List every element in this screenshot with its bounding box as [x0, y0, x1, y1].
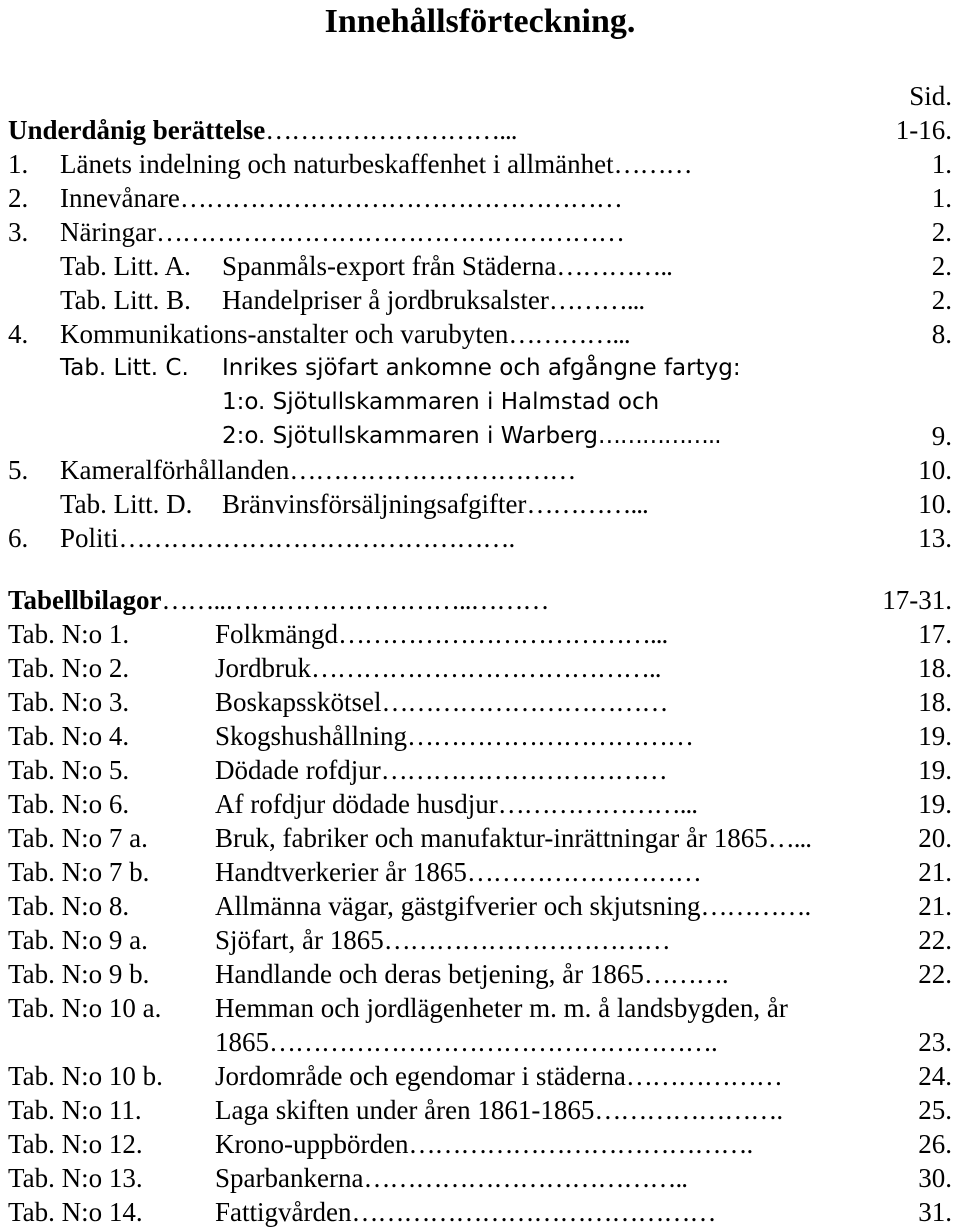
- toc-entry: [0, 283, 960, 317]
- toc-leader-dots: …………………………………………….: [269, 1027, 717, 1057]
- toc-leader-dots: ………………………………..: [363, 1163, 687, 1193]
- toc-leader-dots: ………………: [625, 1061, 782, 1091]
- toc-entry-page: 17-31.: [882, 585, 952, 615]
- toc-entry: [0, 181, 960, 215]
- toc-entry-label: Tabellbilagor: [8, 585, 162, 615]
- toc-leader-dots: …………...: [526, 489, 648, 519]
- toc-entry: [0, 1093, 960, 1127]
- toc-entry: [0, 889, 960, 923]
- toc-entry-page: 22.: [918, 959, 952, 989]
- toc-entry-label: Fattigvården: [215, 1197, 352, 1227]
- toc-entry-page: 2.: [931, 285, 952, 315]
- toc-entry: [0, 991, 960, 1025]
- toc-entry-label: Dödade rofdjur: [215, 755, 381, 785]
- toc-entry-title: [215, 787, 697, 821]
- toc-entry-number: Tab. N:o 7 b.: [8, 857, 150, 887]
- toc-entry: [0, 147, 960, 181]
- toc-leader-dots: …...: [767, 823, 812, 853]
- toc-entry-number: Tab. N:o 6.: [8, 789, 130, 819]
- toc-entry-title: [215, 889, 810, 923]
- toc-entry-number: 6.: [8, 523, 29, 553]
- toc-entry-label: Inrikes sjöfart ankomne och afgångne fartyg:: [222, 355, 741, 381]
- toc-entry-title: [215, 719, 693, 753]
- toc-leader-dots: ……………..: [597, 423, 721, 449]
- toc-entry-title: [8, 113, 516, 147]
- toc-leader-dots: ……………………………………………: [179, 183, 622, 213]
- toc-entry-number: Tab. N:o 4.: [8, 721, 130, 751]
- toc-entry-number: Tab. N:o 5.: [8, 755, 130, 785]
- toc-entry-title: [60, 215, 624, 249]
- toc-entry-title: [222, 385, 659, 419]
- toc-leader-dots: ……………………………: [380, 755, 667, 785]
- toc-entry-title: [215, 1025, 717, 1059]
- toc-entry-label: Innevånare: [60, 183, 180, 213]
- toc-entry-page: 19.: [918, 721, 952, 751]
- toc-entry-label: Kameralförhållanden: [60, 455, 290, 485]
- toc-entry-number: Tab. N:o 1.: [8, 619, 130, 649]
- toc-entry: [0, 787, 960, 821]
- toc-entry-page: 22.: [918, 925, 952, 955]
- toc-entry-label: Spanmåls-export från Städerna: [222, 251, 557, 281]
- toc-entry-page: 2.: [931, 251, 952, 281]
- toc-entry-title: [215, 1127, 752, 1161]
- toc-entry: [0, 521, 960, 555]
- toc-entry-label: Kommunikations-anstalter och varubyten: [60, 319, 509, 349]
- toc-entry-label: Jordområde och egendomar i städerna: [215, 1061, 626, 1091]
- toc-entry-label: Bränvinsförsäljningsafgifter: [222, 489, 527, 519]
- toc-entry-number: Tab. Litt. B.: [60, 285, 191, 315]
- toc-entry-title: [222, 283, 644, 317]
- toc-entry: [0, 1059, 960, 1093]
- toc-entry-page: 13.: [918, 523, 952, 553]
- toc-entry: [0, 215, 960, 249]
- toc-entry-label: Handelpriser å jordbruksalster: [222, 285, 549, 315]
- toc-entry: [0, 419, 960, 453]
- toc-entry-number: 3.: [8, 217, 29, 247]
- toc-entry: [0, 113, 960, 147]
- toc-entry-title: [60, 453, 575, 487]
- toc-entry: [0, 351, 960, 385]
- toc-entry-page: 1.: [931, 183, 952, 213]
- toc-entry-page: 23.: [918, 1027, 952, 1057]
- toc-entry-label: Sparbankerna: [215, 1163, 364, 1193]
- toc-entry-title: [215, 821, 811, 855]
- toc-entry-title: [215, 1161, 687, 1195]
- toc-entry-label: Af rofdjur dödade husdjur: [215, 789, 498, 819]
- toc-entry-page: 9.: [931, 421, 952, 451]
- toc-entry-page: 10.: [918, 489, 952, 519]
- toc-entry-title: [222, 351, 741, 385]
- toc-entry-title: [222, 419, 721, 453]
- toc-entry-label: Politi: [60, 523, 119, 553]
- toc-entry-page: 21.: [918, 857, 952, 887]
- toc-entry: [0, 317, 960, 351]
- toc-entry-number: Tab. N:o 14.: [8, 1197, 143, 1227]
- toc-entry: [0, 1161, 960, 1195]
- toc-entry: [0, 1025, 960, 1059]
- toc-entry-title: [215, 685, 668, 719]
- toc-entry-page: 8.: [931, 319, 952, 349]
- toc-leader-dots: ……..………………………..………: [161, 585, 549, 615]
- toc-entry-page: 20.: [918, 823, 952, 853]
- toc-entry-title: [215, 651, 661, 685]
- toc-entry-label: 1865: [215, 1027, 269, 1057]
- toc-leader-dots: ……………………………: [381, 687, 668, 717]
- toc-entry-title: [215, 617, 667, 651]
- toc-leader-dots: ……….: [643, 959, 728, 989]
- toc-entry-title: [215, 855, 701, 889]
- page-column-header: Sid.: [909, 81, 952, 111]
- toc-entry: [0, 821, 960, 855]
- toc-entry-page: 31.: [918, 1197, 952, 1227]
- toc-entry-title: [215, 753, 667, 787]
- toc-entry: [0, 719, 960, 753]
- toc-entry-page: 10.: [918, 455, 952, 485]
- toc-entry-label: Allmänna vägar, gästgifverier och skjutsning: [215, 891, 701, 921]
- toc-entry: [0, 855, 960, 889]
- toc-entry: [0, 385, 960, 419]
- toc-entry-label: 2:o. Sjötullskammaren i Warberg: [222, 423, 598, 449]
- toc-entry: [0, 617, 960, 651]
- toc-entry-page: 1.: [931, 149, 952, 179]
- toc-entry-number: Tab. N:o 8.: [8, 891, 130, 921]
- toc-entry-number: Tab. Litt. D.: [60, 489, 193, 519]
- toc-leader-dots: ………………….: [594, 1095, 783, 1125]
- toc-entry-label: Handlande och deras betjening, år 1865: [215, 959, 644, 989]
- toc-entry-number: Tab. N:o 9 b.: [8, 959, 150, 989]
- toc-entry-label: Skogshushållning: [215, 721, 408, 751]
- toc-entry: [0, 685, 960, 719]
- toc-title: Innehållsförteckning.: [324, 3, 636, 40]
- toc-entry: [0, 753, 960, 787]
- toc-entry-title: [222, 487, 648, 521]
- toc-entry-page: 1-16.: [895, 115, 952, 145]
- toc-leader-dots: ………...: [548, 285, 645, 315]
- toc-entry-title: [215, 957, 728, 991]
- toc-entry-title: [60, 147, 692, 181]
- toc-entry-number: Tab. N:o 2.: [8, 653, 130, 683]
- toc-entry-label: Laga skiften under åren 1861-1865: [215, 1095, 595, 1125]
- toc-entry-number: Tab. N:o 7 a.: [8, 823, 148, 853]
- toc-entry: [0, 583, 960, 617]
- toc-entry-number: Tab. N:o 13.: [8, 1163, 143, 1193]
- toc-entry: [0, 453, 960, 487]
- toc-entry-label: Boskapsskötsel: [215, 687, 382, 717]
- toc-entry-title: [215, 923, 670, 957]
- toc-leader-dots: ………………………: [466, 857, 701, 887]
- toc-entry-number: Tab. Litt. C.: [60, 355, 189, 381]
- toc-leader-dots: …………………...: [497, 789, 697, 819]
- toc-leader-dots: …………...: [508, 319, 630, 349]
- toc-entry-title: [222, 249, 672, 283]
- toc-entry: [0, 1195, 960, 1229]
- toc-entry-number: 2.: [8, 183, 29, 213]
- toc-leader-dots: ………………………...: [265, 115, 517, 145]
- toc-leader-dots: ………: [613, 149, 692, 179]
- toc-entry-label: Länets indelning och naturbeskaffenhet i allmänhet: [60, 149, 614, 179]
- toc-entry-page: 25.: [918, 1095, 952, 1125]
- toc-entry-title: [215, 1195, 715, 1229]
- toc-entry-title: [60, 317, 630, 351]
- toc-entry: [0, 957, 960, 991]
- toc-entry-label: Underdånig berättelse: [8, 115, 266, 145]
- toc-entry-label: 1:o. Sjötullskammaren i Halmstad och: [222, 389, 660, 415]
- toc-entry-page: 17.: [918, 619, 952, 649]
- toc-entry-number: Tab. N:o 9 a.: [8, 925, 148, 955]
- toc-entry-number: 1.: [8, 149, 29, 179]
- toc-leader-dots: ………………………………………………: [155, 217, 624, 247]
- toc-entry-label: Sjöfart, år 1865: [215, 925, 384, 955]
- toc-leader-dots: ……………………………: [407, 721, 694, 751]
- toc-entry: [0, 651, 960, 685]
- toc-entry-number: Tab. N:o 10 b.: [8, 1061, 163, 1091]
- toc-entry-page: 18.: [918, 653, 952, 683]
- toc-entry-page: 24.: [918, 1061, 952, 1091]
- toc-entry-page: 21.: [918, 891, 952, 921]
- toc-entry-title: [60, 521, 514, 555]
- toc-entry-label: Jordbruk: [215, 653, 311, 683]
- toc-entry-page: 2.: [931, 217, 952, 247]
- toc-leader-dots: ……………………………: [383, 925, 670, 955]
- toc-entry-label: Näringar: [60, 217, 156, 247]
- toc-entry: [0, 1127, 960, 1161]
- toc-entry-number: Tab. N:o 12.: [8, 1129, 143, 1159]
- toc-entry-number: Tab. N:o 10 a.: [8, 993, 162, 1023]
- toc-entry-page: 19.: [918, 789, 952, 819]
- toc-entry-title: [60, 181, 622, 215]
- toc-entry-number: Tab. Litt. A.: [60, 251, 191, 281]
- toc-entry-page: 19.: [918, 755, 952, 785]
- toc-leader-dots: …………..: [556, 251, 672, 281]
- toc-entry-page: 26.: [918, 1129, 952, 1159]
- toc-entry: [0, 487, 960, 521]
- toc-leader-dots: ……………………………………: [351, 1197, 716, 1227]
- toc-entry-label: Bruk, fabriker och manufaktur-inrättningar år 1865: [215, 823, 768, 853]
- toc-entry-label: Handtverkerier år 1865: [215, 857, 467, 887]
- toc-leader-dots: ………………………………...: [338, 619, 668, 649]
- toc-entry-number: Tab. N:o 11.: [8, 1095, 142, 1125]
- toc-leader-dots: …………………………………..: [311, 653, 661, 683]
- toc-entry-label: Folkmängd: [215, 619, 339, 649]
- toc-entry: [0, 249, 960, 283]
- toc-entry-label: Hemman och jordlägenheter m. m. å landsbygden, år: [215, 993, 788, 1023]
- toc-entry-title: [215, 991, 788, 1025]
- toc-entry-number: 4.: [8, 319, 29, 349]
- toc-leader-dots: ………………………………….: [408, 1129, 753, 1159]
- toc-entry-number: 5.: [8, 455, 29, 485]
- toc-entry-title: [8, 583, 549, 617]
- toc-leader-dots: ……………………………: [289, 455, 576, 485]
- toc-entry-title: [215, 1093, 782, 1127]
- toc-leader-dots: ………….: [700, 891, 811, 921]
- toc-entry-label: Krono-uppbörden: [215, 1129, 409, 1159]
- toc-entry-title: [215, 1059, 782, 1093]
- toc-entry-page: 30.: [918, 1163, 952, 1193]
- toc-entry: [0, 923, 960, 957]
- toc-leader-dots: ……………………………………….: [118, 523, 515, 553]
- toc-entry-number: Tab. N:o 3.: [8, 687, 130, 717]
- toc-entry-page: 18.: [918, 687, 952, 717]
